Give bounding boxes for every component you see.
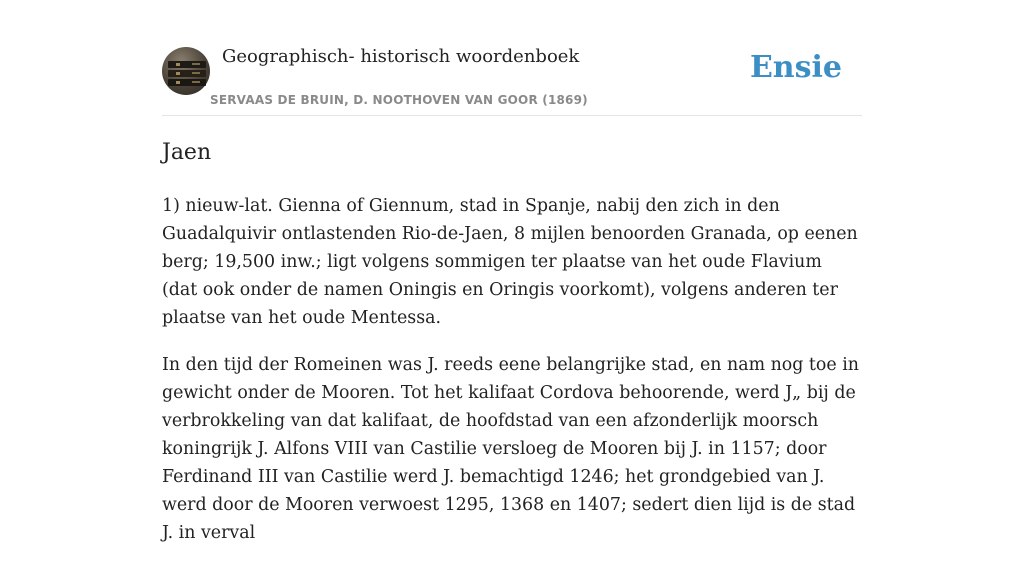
- book-title[interactable]: Geographisch- historisch woordenboek: [222, 46, 580, 67]
- book-author: SERVAAS DE BRUIN, D. NOOTHOVEN VAN GOOR (1869): [210, 93, 588, 107]
- book-spines-icon: [162, 47, 210, 95]
- content-container: [162, 0, 862, 543]
- entry-paragraph: In den tijd der Romeinen was J. reeds eene belangrijke stad, en nam nog toe in gewicht onder de Mooren. Tot het kalifaat Cordova behoorende, werd J„ bij de verbrokkeling van dat kalifaat, de hoofdstad van een afzonderlijk moorsch koningrijk J. Alfons VIII van Castilie versloeg de Mooren bij J. in 1157; door Ferdinand III van Castilie werd J. bemachtigd 1246; het grondgebied van J. werd door de Mooren verwoest 1295, 1368 en 1407; sedert dien lijd is de stad J. in verval: [162, 355, 859, 543]
- entry-paragraph: 1) nieuw-lat. Gienna of Giennum, stad in Spanje, nabij den zich in den Guadalquivir ontlastenden Rio-de-Jaen, 8 mijlen benoorden Granada, op eenen berg; 19,500 inw.; ligt volgens sommigen ter plaatse van het oude Flavium (dat ook onder de namen Oningis en Oringis voorkomt), volgens anderen ter plaatse van het oude Mentessa.: [162, 196, 858, 328]
- book-cover-avatar[interactable]: [162, 47, 210, 95]
- entry-title: Jaen: [162, 140, 212, 165]
- entry-body: [162, 192, 862, 566]
- header: [162, 0, 862, 116]
- brand-logo[interactable]: Ensie: [749, 50, 842, 85]
